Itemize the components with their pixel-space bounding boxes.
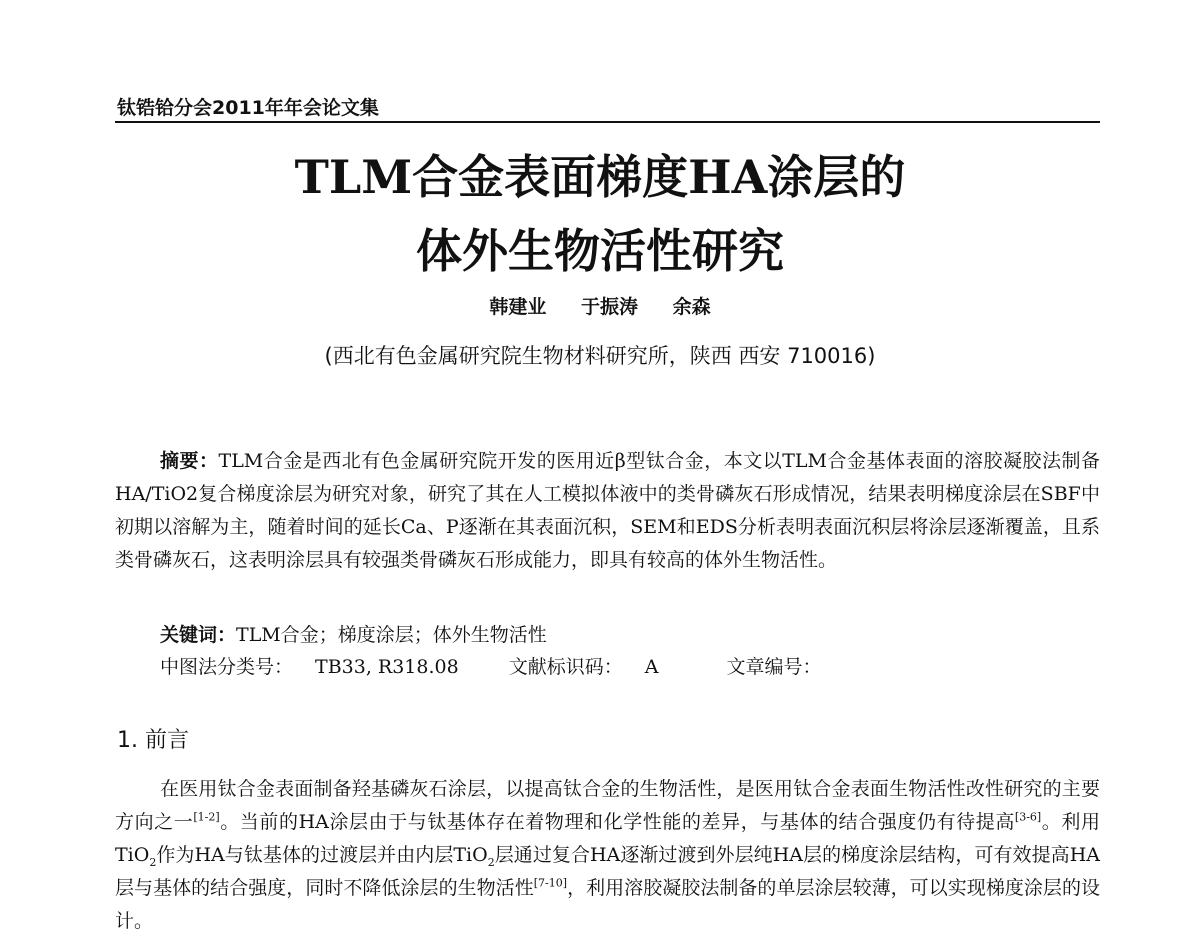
article-number: 文章编号： xyxy=(726,656,822,678)
citation: [7-10] xyxy=(533,876,568,890)
paper-title-line-1: TLM合金表面梯度HA涂层的 xyxy=(294,150,906,204)
introduction-paragraph xyxy=(115,773,1100,938)
doc-code-label: 文献标识码： xyxy=(508,656,623,678)
author-list xyxy=(0,295,1200,319)
keywords-text: TLM合金；梯度涂层；体外生物活性 xyxy=(236,624,547,646)
intro-text: 层通过复合HA逐渐过渡到外层纯HA层的梯度涂层结构，可有效提高HA层与基体的结合强度，同时不降低涂层的生物活性 xyxy=(115,844,1100,899)
doc-code-value: A xyxy=(644,656,659,678)
keywords-label: 关键词： xyxy=(160,624,237,646)
author-name: 余森 xyxy=(672,296,711,318)
classification-line xyxy=(160,652,844,682)
subscript: 2 xyxy=(487,855,495,869)
citation: [3-6] xyxy=(1014,810,1042,824)
running-header: 钛锆铪分会2011年年会论文集 xyxy=(117,97,379,119)
clc-code xyxy=(160,656,481,678)
subscript: 2 xyxy=(149,855,157,869)
intro-text: 。当前的HA涂层由于与钛基体存在着物理和化学性能的差异，与基体的结合强度仍有待提高 xyxy=(219,811,1015,833)
author-name: 韩建业 xyxy=(489,296,547,318)
keywords-line xyxy=(160,620,547,650)
clc-value: TB33, R318.08 xyxy=(315,656,459,678)
intro-text: 作为HA与钛基体的过渡层并由内层TiO xyxy=(156,844,488,866)
author-affiliation: (西北有色金属研究院生物材料研究所，陕西 西安 710016) xyxy=(324,344,876,368)
section-heading: 1. 前言 xyxy=(117,728,189,753)
author-name: 于振涛 xyxy=(580,296,638,318)
abstract-text: TLM合金是西北有色金属研究院开发的医用近β型钛合金，本文以TLM合金基体表面的溶胶凝胶法制备HA/TiO2复合梯度涂层为研究对象，研究了其在人工模拟体液中的类骨磷灰石形成情况，结果表明梯度涂层在SBF中初期以溶解为主，随着时间的延长Ca、P逐渐在其表面沉积，SEM和EDS分析表明表面沉积层将涂层逐渐覆盖，且系类骨磷灰石，这表明涂层具有较强类骨磷灰石形成能力，即具有较高的体外生物活性。 xyxy=(115,450,1100,571)
citation: [1-2] xyxy=(193,810,220,824)
paper-title-line-2: 体外生物活性研究 xyxy=(416,224,784,278)
clc-label: 中图法分类号： xyxy=(160,656,294,678)
header-rule xyxy=(115,121,1100,123)
document-code xyxy=(509,656,681,678)
intro-text: 。利用TiO xyxy=(115,811,1100,866)
intro-text: ，利用溶胶凝胶法制备的单层涂层较薄，可以实现梯度涂层的设计。 xyxy=(115,877,1100,932)
intro-text: 在医用钛合金表面制备羟基磷灰石涂层，以提高钛合金的生物活性，是医用钛合金表面生物活性改性研究的主要方向之一 xyxy=(115,778,1100,833)
abstract-paragraph xyxy=(115,445,1100,577)
abstract-label: 摘要： xyxy=(160,450,219,472)
